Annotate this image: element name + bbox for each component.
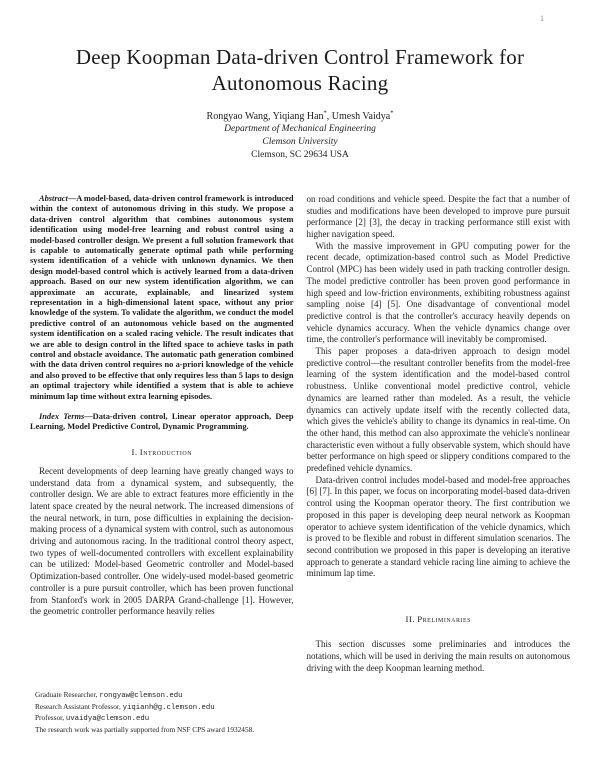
author-line <box>0 110 600 123</box>
left-column <box>30 194 294 734</box>
footnote-line-graduate-researcher <box>30 690 294 701</box>
author-footnote <box>30 690 294 734</box>
section-number-preliminaries: II. <box>405 614 416 625</box>
introduction-paragraph-2: With the massive improvement in GPU computing power for the recent decade, optimization-based control such as Model Predictive Control (MPC) has been widely used in path tracking controller design. The model predictive controller has been proven good performance in high speed and low-friction environments, exhibiting robustness against sampling noise [4] [5]. One disadvantage of conventional model predictive control is that the controller's accuracy heavily depends on vehicle dynamics accuracy. When the vehicle dynamics change over time, the controller's performance will inevitably be compromised. <box>306 240 570 345</box>
section-heading-preliminaries <box>307 614 571 624</box>
footnote-email-2: yiqianh@g.clemson.edu <box>122 703 215 712</box>
footnote-funding-note: The research work was partially supported from NSF CPS award 1932458. <box>35 724 255 734</box>
footnote-email-1: rongyaw@clemson.edu <box>99 692 183 701</box>
right-column <box>307 194 571 734</box>
section-number-introduction: I. <box>131 446 138 457</box>
index-terms-label: Index Terms <box>39 412 85 422</box>
author-affiliation-marker-1: * <box>323 109 327 117</box>
index-terms-paragraph <box>30 412 294 433</box>
footnote-email-3: uvaidya@clemson.edu <box>65 715 150 724</box>
introduction-paragraph-4: Data-driven control includes model-based and model-free approaches [6] [7]. In this paper, we focus on incorporating model-based data-driven control using the Koopman operator theory. The first contribution we proposed in this paper is developing deep neural network as Koopman operator to achieve system identification of the vehicle dynamics, which is proved to be flexible and robust in different simulation scenarios. The second contribution we proposed in this paper is developing an iterative approach to generate a standard vehicle racing line aiming to achieve the minimum lap time. <box>306 474 570 579</box>
abstract-paragraph <box>30 194 294 402</box>
preliminaries-paragraph-1: This section discusses some preliminaries and introduces the notations, which will be used in deriving the main results on autonomous driving with the deep Koopman learning method. <box>306 639 570 673</box>
affiliation-department: Department of Mechanical Engineering <box>224 123 376 134</box>
section-title-preliminaries: Preliminaries <box>417 614 471 625</box>
footnote-role-2: Research Assistant Professor, <box>35 701 123 711</box>
footnote-line-professor <box>30 713 294 724</box>
footnote-line-research-assistant-professor <box>30 702 294 713</box>
introduction-paragraph-3: This paper proposes a data-driven approach to design model predictive control—the resultant controller benefits from the model-free learning of the system identification and the model-based control robustness. Unlike conventional model predictive control, vehicle dynamics are learned rather than modeled. As a result, the vehicle dynamics can actively update itself with the recently collected data, which gives the vehicle's ability to change its dynamics in real-time. On the other hand, this method can also approximate the vehicle's nonlinear characteristic even without a fully observable system, which should have better performance on high speed or slippery conditions compared to the predefined vehicle dynamics. <box>306 346 570 474</box>
author-affiliation-marker-2: * <box>390 109 394 117</box>
index-terms-text: —Data-driven control, Linear operator approach, Deep Learning, Model Predictive Control, Dynamic Programming. <box>30 412 294 432</box>
author-names-group2: , Umesh Vaidya <box>326 110 391 122</box>
section-heading-introduction <box>30 447 294 457</box>
introduction-paragraph-1-right: on road conditions and vehicle speed. Despite the fact that a number of studies and modifications have been developed to improve pure pursuit performance [2] [3], the decay in tracking performance still exist with higher navigation speed. <box>306 193 570 240</box>
affiliation-address: Clemson, SC 29634 USA <box>251 149 349 160</box>
footnote-role-3: Professor, <box>35 713 66 723</box>
two-column-body <box>30 194 570 734</box>
abstract-text: —A model-based, data-driven control framework is introduced within the context of autonomous driving in this study. We propose a data-driven control algorithm that combines autonomous system identification using model-free learning and robust control using a model-based controller design. We present a full solution framework that is capable to automatically generate optimal path while performing system identification of a vehicle with unknown dynamics. We then design model-based control which is actively learned from a data-driven approach. Based on our new system identification algorithm, we can approximate an accurate, explainable, and linearized system representation in a high-dimensional latent space, without any prior knowledge of the system. To validate the algorithm, we conduct the model predictive control of an autonomous vehicle based on the augmented system identification on a scaled racing vehicle. The result indicates that we are able to design control in the lifted space to achieve tasks in path control and obstacle avoidance. The automatic path generation combined with the data driven control requires no a-priori knowledge of the vehicle and also proved to be effective that only requires less than 5 laps to design an optimal trajectory while identified a system that is able to achieve minimum lap time without extra learning episodes. <box>30 193 294 401</box>
paper-title: Deep Koopman Data-driven Control Framework for Autonomous Racing <box>75 45 525 96</box>
author-names-group1: Rongyao Wang, Yiqiang Han <box>206 110 324 122</box>
page-number: 1 <box>540 14 544 23</box>
introduction-paragraph-1-left: Recent developments of deep learning have greatly changed ways to understand data from a dynamical system, and subsequently, the controller design. We are able to extract features more efficiently in the latent space created by the neural network. The increased dimensions of the neural network, in turn, pose difficulties in explaining the decision-making process of a dynamical system with control, such as autonomous driving and autonomous racing. In the traditional control theory aspect, two types of well-documented controllers with excellent explainability can be utilized: Model-based Geometric controller and Model-based Optimization-based controller. One widely-used model-based geometric controller is a pure pursuit controller, which has been proven functional from Stanford's work in 2005 DARPA Grand-challenge [1]. However, the geometric controller performance heavily relies <box>30 465 294 617</box>
section-title-introduction: Introduction <box>139 446 193 457</box>
footnote-role-1: Graduate Researcher, <box>35 690 100 700</box>
affiliation-university: Clemson University <box>262 136 338 147</box>
abstract-label: Abstract <box>39 193 68 203</box>
